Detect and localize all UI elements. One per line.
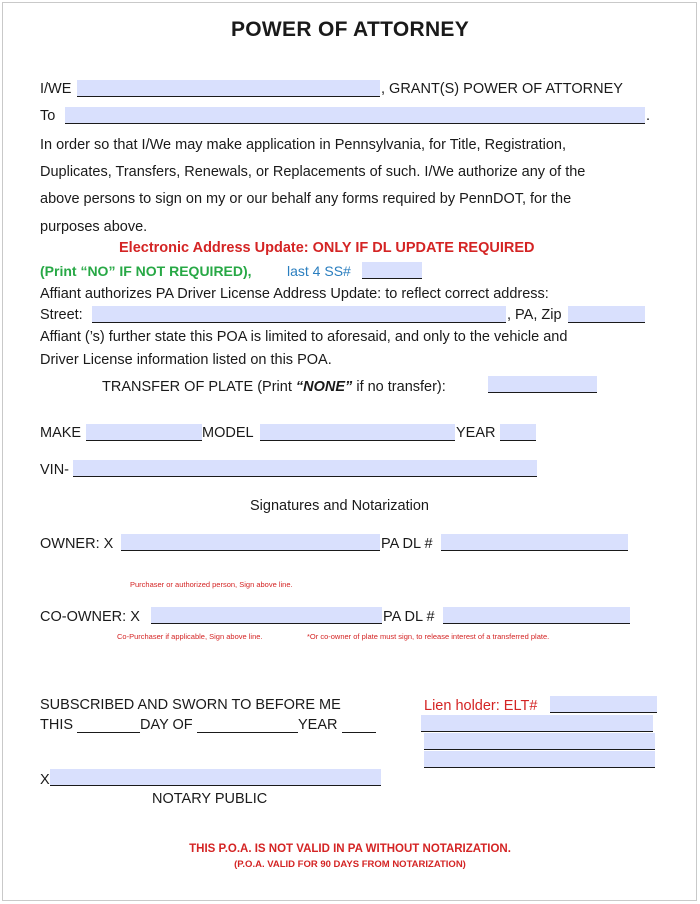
owner-signature-field[interactable] [121,534,380,551]
footer-notarization-warning: THIS P.O.A. IS NOT VALID IN PA WITHOUT NOTARIZATION. [189,843,511,855]
owner-sign-note: Purchaser or authorized person, Sign above line. [130,580,293,589]
notary-year-field[interactable] [342,716,376,733]
notary-x-label: X [40,772,50,788]
notary-year-label: YEAR [298,717,338,733]
month-field[interactable] [197,716,298,733]
paragraph-line-4: purposes above. [40,219,148,235]
to-label: To [40,108,56,124]
coowner-padl-label: PA DL # [383,609,435,625]
coowner-label: CO-OWNER: X [40,609,140,625]
coowner-signature-field[interactable] [151,607,382,624]
owner-label: OWNER: X [40,536,114,552]
coowner-sign-note: Co-Purchaser if applicable, Sign above line. [117,632,263,641]
owner-padl-field[interactable] [441,534,628,551]
zip-field[interactable] [568,306,645,323]
grant-label: , GRANT(S) POWER OF ATTORNEY [381,81,623,97]
street-label: Street: [40,307,83,323]
vin-label: VIN- [40,462,69,478]
lien-holder-line-3[interactable] [424,751,655,768]
lien-elt-field[interactable] [550,696,657,713]
vin-field[interactable] [73,460,537,477]
lien-holder-line-2[interactable] [424,733,655,750]
grantor-name-field[interactable] [77,80,380,97]
plate-number-field[interactable] [488,376,597,393]
attorney-name-field[interactable] [65,107,645,124]
last4-ss-label: last 4 SS# [287,263,351,279]
model-field[interactable] [260,424,455,441]
paragraph-line-3: above persons to sign on my or our behalf any forms required by PennDOT, for the [40,191,572,207]
print-no-note: (Print “NO” IF NOT REQUIRED), [40,263,252,279]
paragraph-line-2: Duplicates, Transfers, Renewals, or Replacements of such. I/We authorize any of the [40,164,586,180]
lien-holder-label: Lien holder: ELT# [424,698,538,714]
notary-public-label: NOTARY PUBLIC [152,791,268,807]
year-field[interactable] [500,424,536,441]
owner-padl-label: PA DL # [381,536,433,552]
address-update-heading: Electronic Address Update: ONLY IF DL UPDATE REQUIRED [119,240,535,256]
day-of-label: DAY OF [140,717,193,733]
page-title: POWER OF ATTORNEY [230,18,470,41]
day-field[interactable] [77,716,140,733]
model-label: MODEL [202,425,254,441]
footer-validity-note: (P.O.A. VALID FOR 90 DAYS FROM NOTARIZATION) [234,859,466,870]
iwe-label: I/WE [40,81,72,97]
coowner-padl-field[interactable] [443,607,630,624]
make-field[interactable] [86,424,202,441]
pa-zip-label: , PA, Zip [507,307,562,323]
make-label: MAKE [40,425,82,441]
signatures-heading: Signatures and Notarization [250,498,429,514]
poa-limit-line-2: Driver License information listed on this POA. [40,352,332,368]
notary-signature-field[interactable] [50,769,381,786]
year-label: YEAR [456,425,496,441]
this-label: THIS [40,717,74,733]
sworn-label: SUBSCRIBED AND SWORN TO BEFORE ME [40,697,341,713]
last4-ss-field[interactable] [362,262,422,279]
street-field[interactable] [92,306,506,323]
transfer-plate-label: TRANSFER OF PLATE (Print “NONE” if no transfer): [102,379,446,395]
poa-limit-line-1: Affiant (’s) further state this POA is limited to aforesaid, and only to the vehicle and [40,329,568,345]
plate-release-note: *Or co-owner of plate must sign, to release interest of a transferred plate. [307,632,550,641]
affiant-authorizes-text: Affiant authorizes PA Driver License Address Update: to reflect correct address: [40,286,549,302]
paragraph-line-1: In order so that I/We may make application in Pennsylvania, for Title, Registration, [40,137,567,153]
to-end-period: . [646,108,651,124]
lien-holder-line-1[interactable] [421,715,653,732]
